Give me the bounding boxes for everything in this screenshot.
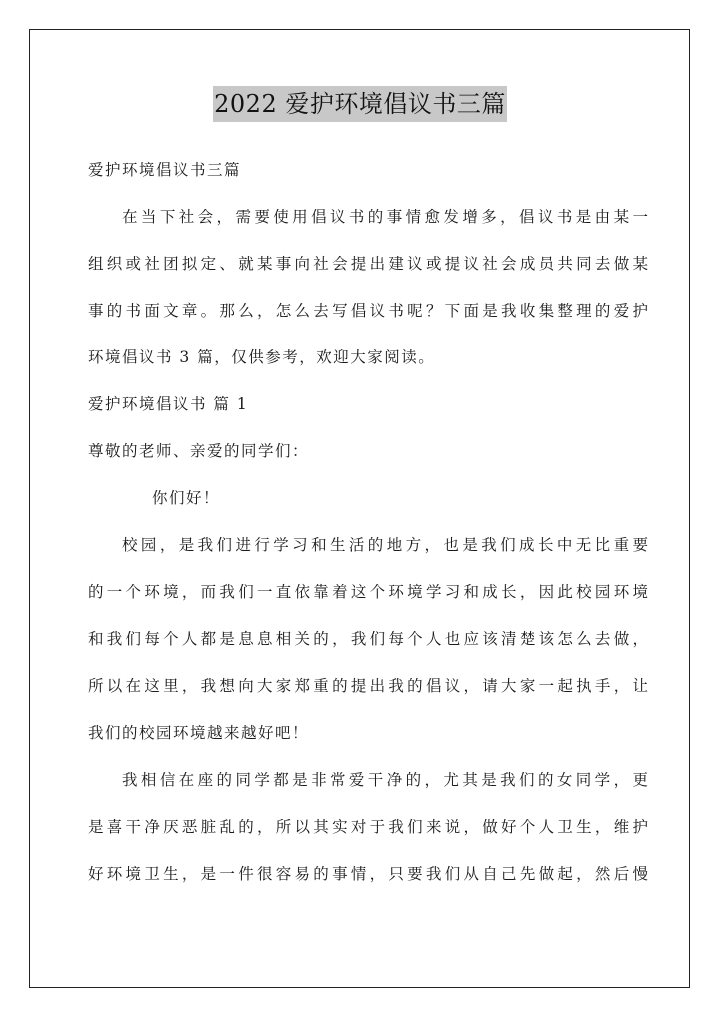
paragraph-line: 事的书面文章。那么，怎么去写倡议书呢？下面是我收集整理的爱护 bbox=[88, 302, 648, 320]
paragraph-line: 校园，是我们进行学习和生活的地方，也是我们成长中无比重要 bbox=[122, 536, 648, 554]
paragraph-line: 环境倡议书 3 篇，仅供参考，欢迎大家阅读。 bbox=[88, 348, 436, 366]
paragraph-line: 在当下社会，需要使用倡议书的事情愈发增多，倡议书是由某一 bbox=[122, 208, 648, 226]
paragraph-line: 所以在这里，我想向大家郑重的提出我的倡议，请大家一起执手，让 bbox=[88, 677, 648, 695]
document-title: 2022 爱护环境倡议书三篇 bbox=[213, 86, 507, 122]
paragraph-line: 是喜干净厌恶脏乱的，所以其实对于我们来说，做好个人卫生，维护 bbox=[88, 818, 648, 836]
section-heading: 爱护环境倡议书 篇 1 bbox=[88, 395, 249, 413]
paragraph-line: 我们的校园环境越来越好吧！ bbox=[88, 724, 310, 742]
salutation: 尊敬的老师、亲爱的同学们： bbox=[88, 442, 310, 460]
subtitle-line: 爱护环境倡议书三篇 bbox=[88, 161, 242, 179]
paragraph-line: 和我们每个人都是息息相关的，我们每个人也应该清楚该怎么去做， bbox=[88, 630, 648, 648]
paragraph-line: 好环境卫生，是一件很容易的事情，只要我们从自己先做起，然后慢 bbox=[88, 865, 648, 883]
title-container bbox=[0, 86, 720, 122]
paragraph-line: 组织或社团拟定、就某事向社会提出建议或提议社会成员共同去做某 bbox=[88, 255, 648, 273]
paragraph-line: 我相信在座的同学都是非常爱干净的，尤其是我们的女同学，更 bbox=[122, 771, 648, 789]
greeting: 你们好！ bbox=[152, 489, 221, 507]
paragraph-line: 的一个环境，而我们一直依靠着这个环境学习和成长，因此校园环境 bbox=[88, 583, 648, 601]
